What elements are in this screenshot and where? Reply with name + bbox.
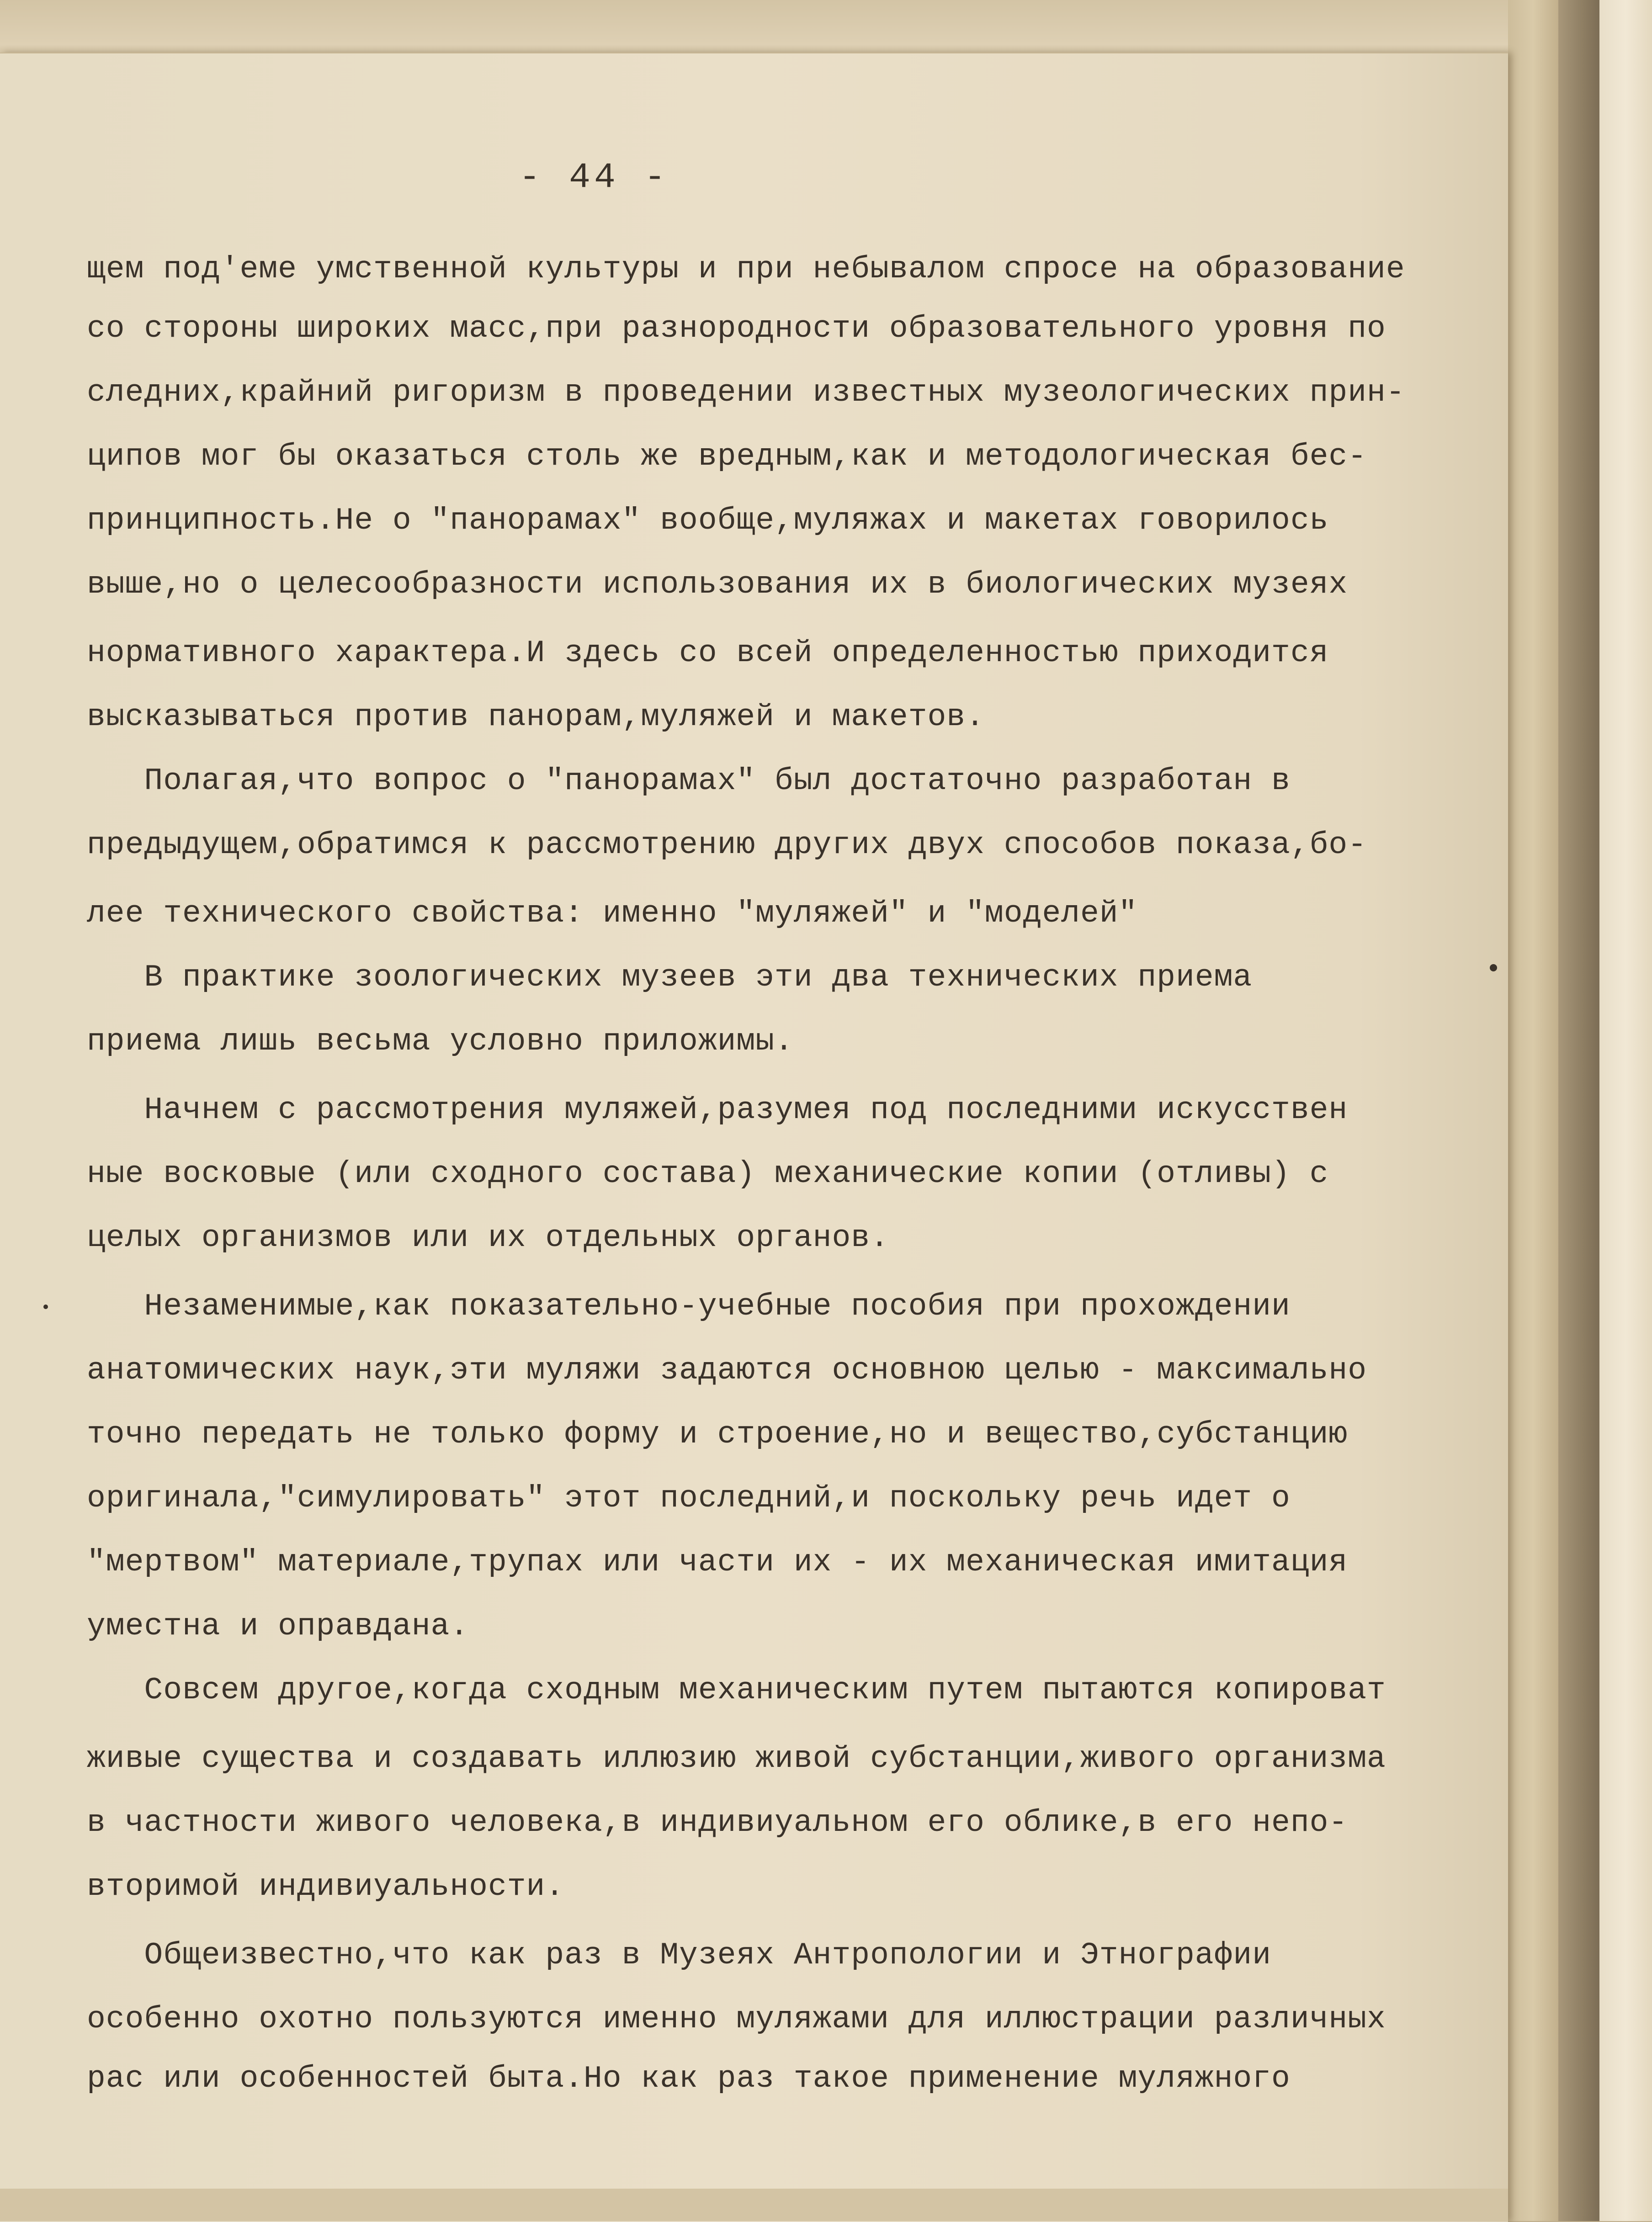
text-line: В практике зоологических музеев эти два технических приема	[87, 960, 1253, 995]
text-line: целых организмов или их отдельных органов.	[87, 1220, 889, 1256]
text-line: высказываться против панорам,муляжей и макетов.	[87, 700, 985, 735]
text-line: "мертвом" материале,трупах или части их - их механическая имитация	[87, 1545, 1348, 1580]
text-line: щем под'еме умственной культуры и при небывалом спросе на образование	[87, 252, 1405, 287]
text-line: в частности живого человека,в индивиуальном его облике,в его непо-	[87, 1805, 1348, 1840]
margin-dot	[43, 1305, 48, 1309]
text-line: точно передать не только форму и строение,но и вещество,субстанцию	[87, 1417, 1348, 1452]
text-line: нормативного характера.И здесь со всей определенностью приходится	[87, 636, 1329, 671]
text-line: ципов мог бы оказаться столь же вредным,как и методологическая бес-	[87, 439, 1367, 474]
text-line: рас или особенностей быта.Но как раз такое применение муляжного	[87, 2061, 1291, 2096]
underlying-sheet-bottom	[0, 2189, 1508, 2221]
text-line: анатомических наук,эти муляжи задаются основною целью - максимально	[87, 1353, 1367, 1388]
text-line: Начнем с рассмотрения муляжей,разумея под последними искусствен	[87, 1092, 1348, 1128]
text-line: Полагая,что вопрос о "панорамах" был достаточно разработан в	[87, 764, 1291, 799]
text-line: Общеизвестно,что как раз в Музеях Антропологии и Этнографии	[87, 1938, 1272, 1973]
text-line: оригинала,"симулировать" этот последний,и поскольку речь идет о	[87, 1481, 1291, 1516]
text-line: особенно охотно пользуются именно муляжами для иллюстрации различных	[87, 2002, 1386, 2037]
page-number: - 44 -	[519, 158, 669, 198]
text-line: приема лишь весьма условно приложимы.	[87, 1024, 794, 1059]
text-line: живые существа и создавать иллюзию живой субстанции,живого организма	[87, 1741, 1386, 1777]
text-line: лее технического свойства: именно "муляжей" и "моделей"	[87, 896, 1138, 931]
text-line: следних,крайний ригоризм в проведении известных музеологических прин-	[87, 375, 1405, 410]
text-line: со стороны широких масс,при разнородности образовательного уровня по	[87, 311, 1386, 346]
text-line: ные восковые (или сходного состава) механические копии (отливы) с	[87, 1156, 1329, 1192]
text-line: уместна и оправдана.	[87, 1609, 469, 1644]
next-page-edge	[1599, 0, 1652, 2221]
page-stack-edge	[1508, 0, 1558, 2221]
binding-shadow	[1558, 0, 1599, 2221]
text-line: принципность.Не о "панорамах" вообще,муляжах и макетах говорилось	[87, 503, 1329, 538]
text-line: предыдущем,обратимся к рассмотрению других двух способов показа,бо-	[87, 827, 1367, 863]
text-line: Незаменимые,как показательно-учебные пособия при прохождении	[87, 1289, 1291, 1324]
text-line: выше,но о целесообразности использования их в биологических музеях	[87, 567, 1348, 602]
text-line: вторимой индивиуальности.	[87, 1869, 565, 1904]
text-line: Совсем другое,когда сходным механическим путем пытаются копироват	[87, 1673, 1386, 1708]
margin-dot	[1490, 964, 1497, 971]
